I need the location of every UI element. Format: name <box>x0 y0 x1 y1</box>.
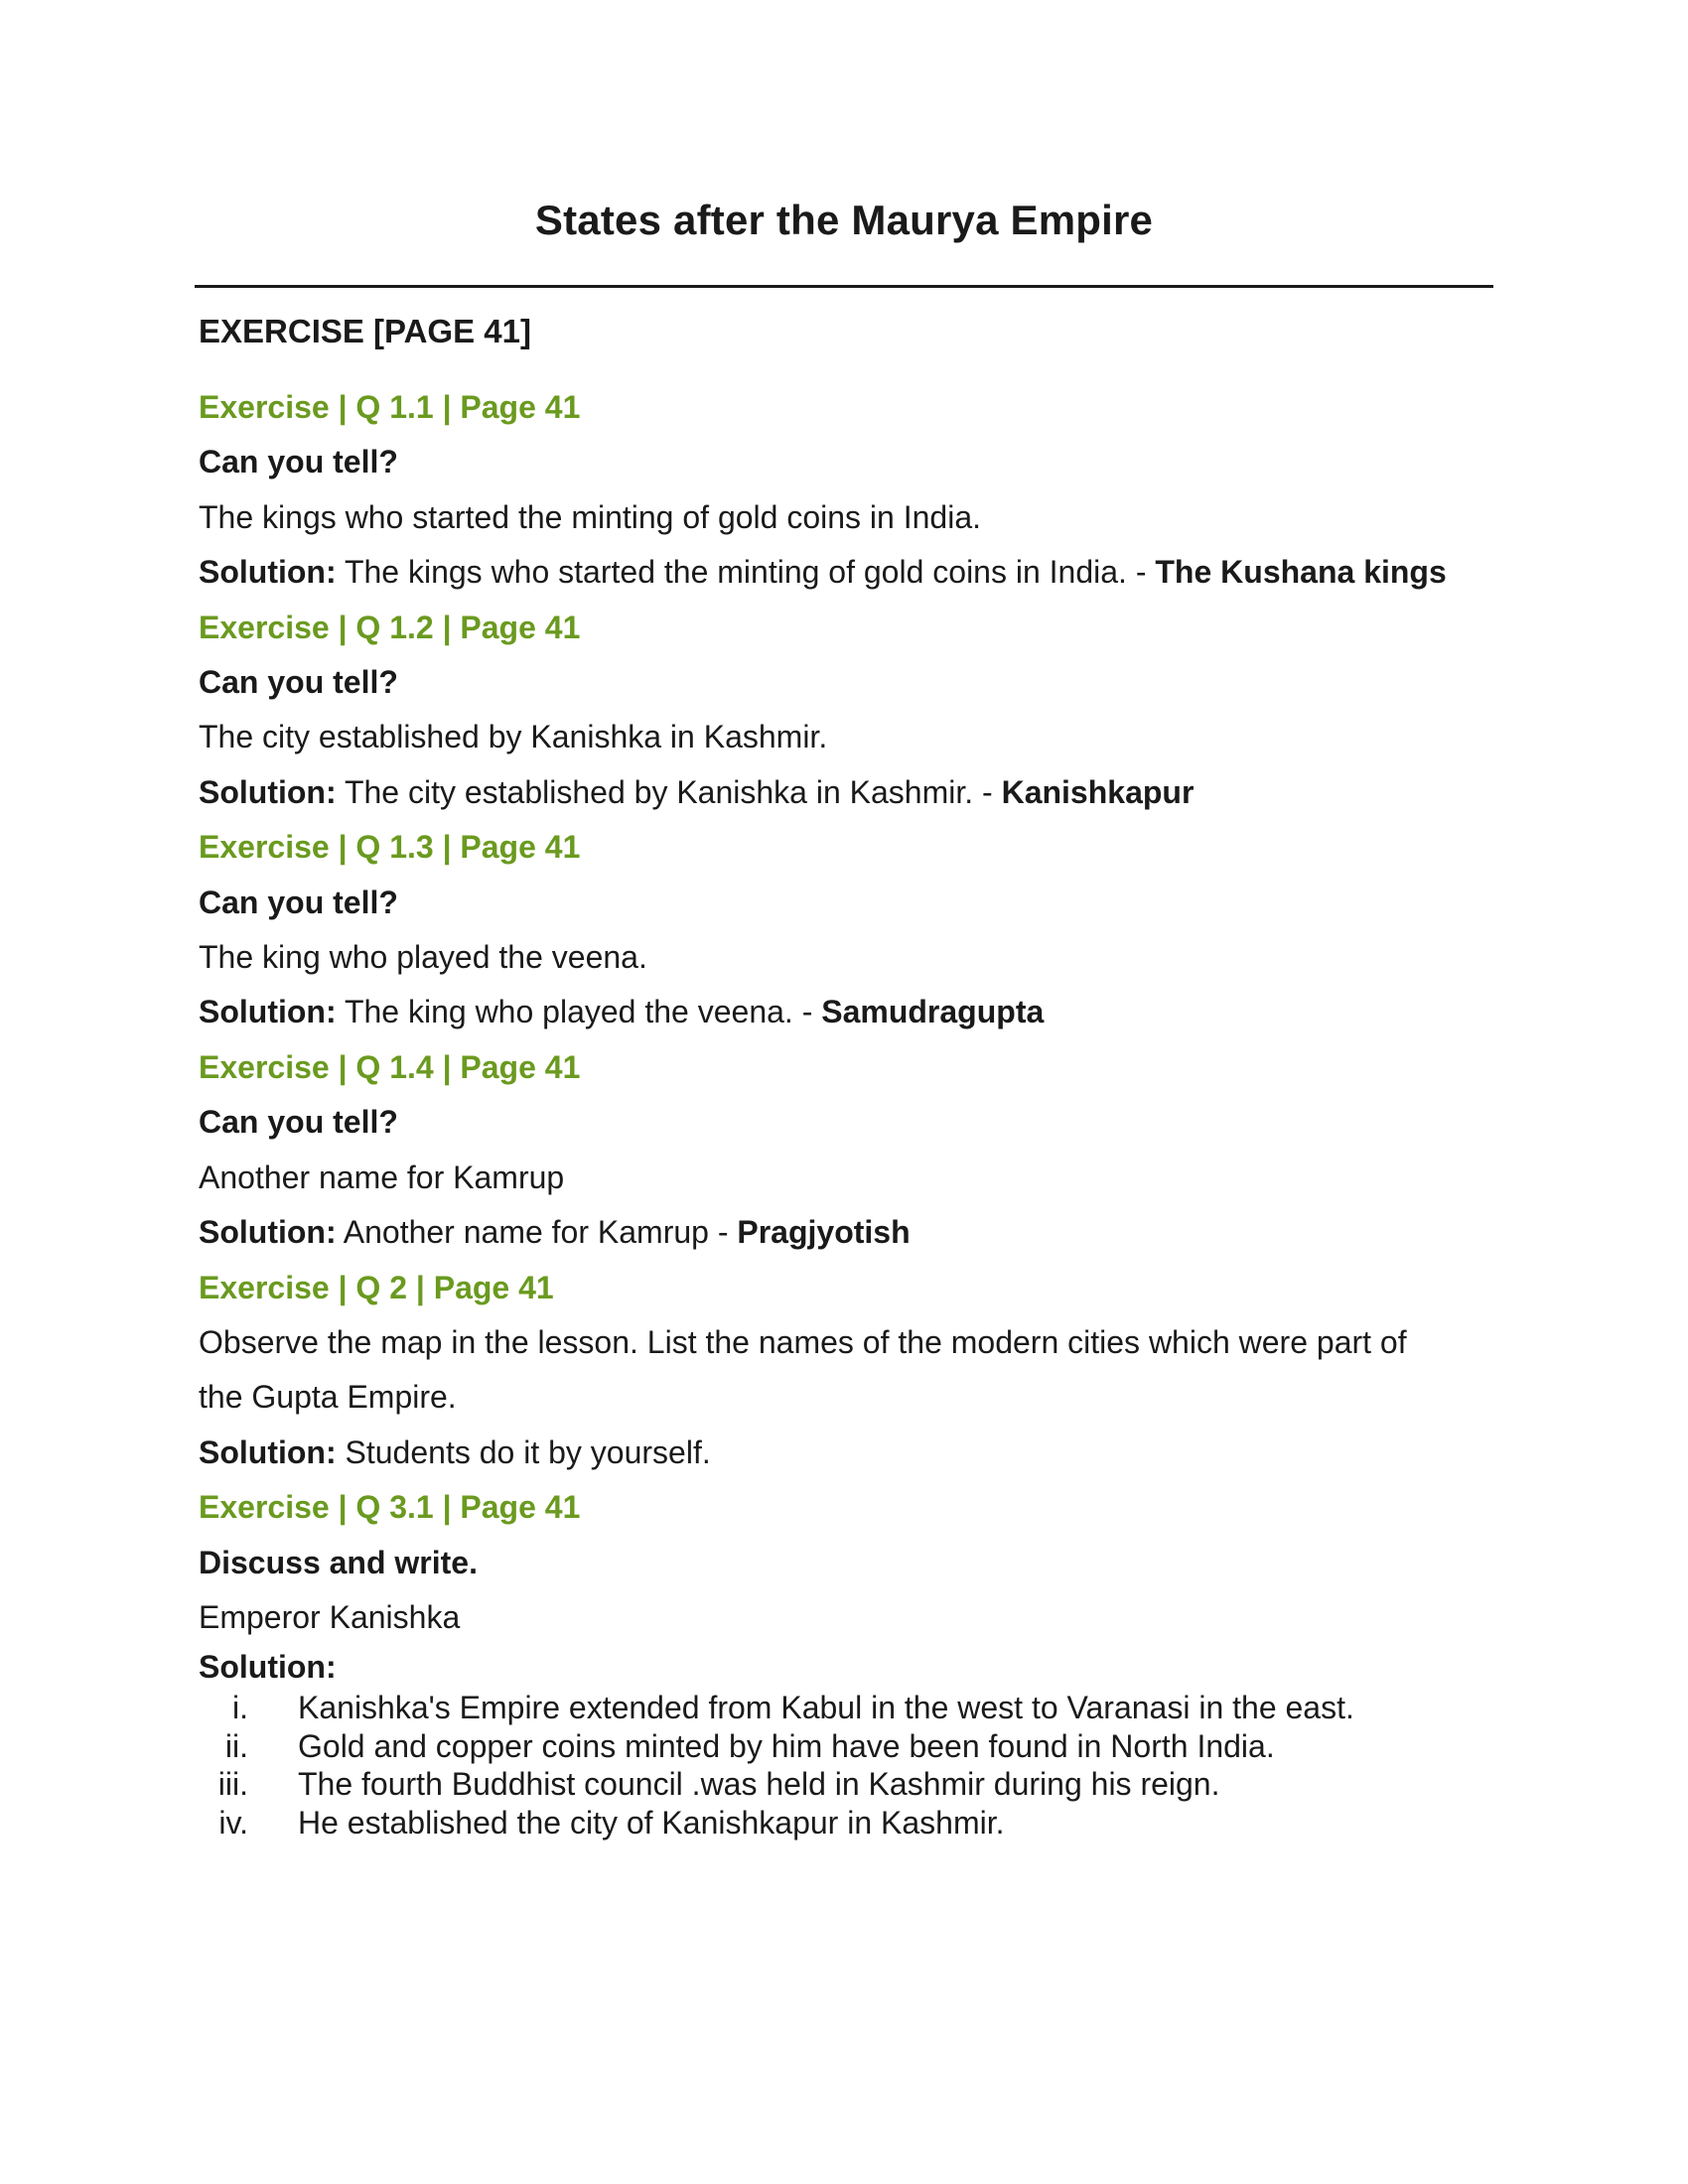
list-item-number: iii. <box>217 1766 248 1803</box>
exercise-heading: Exercise | Q 1.2 | Page 41 <box>199 609 581 645</box>
solution-text: The kings who started the minting of gold coins in India. - <box>344 554 1156 591</box>
solution-line <box>199 1205 1489 1260</box>
exercise-block-q3-1 <box>199 1480 1489 1842</box>
question-text-continued: the Gupta Empire. <box>199 1379 457 1416</box>
question-text: The city established by Kanishka in Kashmir. <box>199 719 828 755</box>
list-item <box>199 1804 1489 1843</box>
page-title: States after the Maurya Empire <box>534 197 1154 243</box>
solution-line <box>199 985 1489 1039</box>
exercise-heading: Exercise | Q 2 | Page 41 <box>199 1269 554 1305</box>
question-text: Emperor Kanishka <box>199 1598 461 1635</box>
question-text: Another name for Kamrup <box>199 1159 565 1195</box>
solution-answer: Samudragupta <box>821 994 1045 1030</box>
solution-text: Students do it by yourself. <box>345 1433 711 1470</box>
list-item <box>199 1689 1489 1727</box>
list-item-number: ii. <box>224 1727 248 1764</box>
list-item <box>199 1727 1489 1766</box>
exercise-block-q1-4 <box>199 1040 1489 1261</box>
solution-list <box>199 1689 1489 1842</box>
list-item-number: iv. <box>218 1804 248 1841</box>
solution-label: Solution: <box>199 1433 337 1470</box>
list-item-number: i. <box>232 1690 248 1726</box>
list-item-text: He established the city of Kanishkapur in Kashmir. <box>298 1804 1005 1841</box>
solution-label: Solution: <box>199 773 337 810</box>
solution-text: Another name for Kamrup - <box>343 1214 738 1251</box>
question-text: The king who played the veena. <box>199 939 647 976</box>
exercise-block-q1-1 <box>199 380 1489 601</box>
solution-label: Solution: <box>199 554 337 591</box>
question-prompt: Can you tell? <box>199 444 398 480</box>
solution-label: Solution: <box>199 994 337 1030</box>
question-prompt: Discuss and write. <box>199 1544 478 1580</box>
solution-answer: Kanishkapur <box>1001 773 1195 810</box>
exercise-heading: Exercise | Q 3.1 | Page 41 <box>199 1489 581 1526</box>
solution-label: Solution: <box>199 1649 337 1686</box>
question-text: The kings who started the minting of gold coins in India. <box>199 498 981 535</box>
list-item <box>199 1765 1489 1804</box>
question-prompt: Can you tell? <box>199 664 398 701</box>
section-heading: EXERCISE [PAGE 41] <box>199 313 531 349</box>
document-body <box>199 304 1489 1842</box>
solution-answer: The Kushana kings <box>1155 554 1447 591</box>
title-divider <box>195 285 1493 288</box>
list-item-text: Gold and copper coins minted by him have been found in North India. <box>298 1727 1275 1764</box>
question-prompt: Can you tell? <box>199 884 398 920</box>
list-item-text: Kanishka's Empire extended from Kabul in the west to Varanasi in the east. <box>298 1690 1354 1726</box>
solution-line <box>199 545 1489 600</box>
solution-line <box>199 765 1489 820</box>
solution-line <box>199 1426 1489 1480</box>
exercise-block-q2 <box>199 1261 1489 1481</box>
exercise-block-q1-2 <box>199 601 1489 821</box>
solution-text: The king who played the veena. - <box>344 994 822 1030</box>
exercise-heading: Exercise | Q 1.3 | Page 41 <box>199 829 581 866</box>
exercise-block-q1-3 <box>199 820 1489 1040</box>
question-text: Observe the map in the lesson. List the names of the modern cities which were part of <box>199 1323 1407 1360</box>
solution-label: Solution: <box>199 1214 337 1251</box>
solution-text: The city established by Kanishka in Kashmir. - <box>344 773 1002 810</box>
list-item-text: The fourth Buddhist council .was held in Kashmir during his reign. <box>298 1766 1220 1803</box>
exercise-heading: Exercise | Q 1.1 | Page 41 <box>199 389 581 425</box>
solution-answer: Pragjyotish <box>737 1214 911 1251</box>
exercise-heading: Exercise | Q 1.4 | Page 41 <box>199 1048 581 1085</box>
question-prompt: Can you tell? <box>199 1104 398 1141</box>
